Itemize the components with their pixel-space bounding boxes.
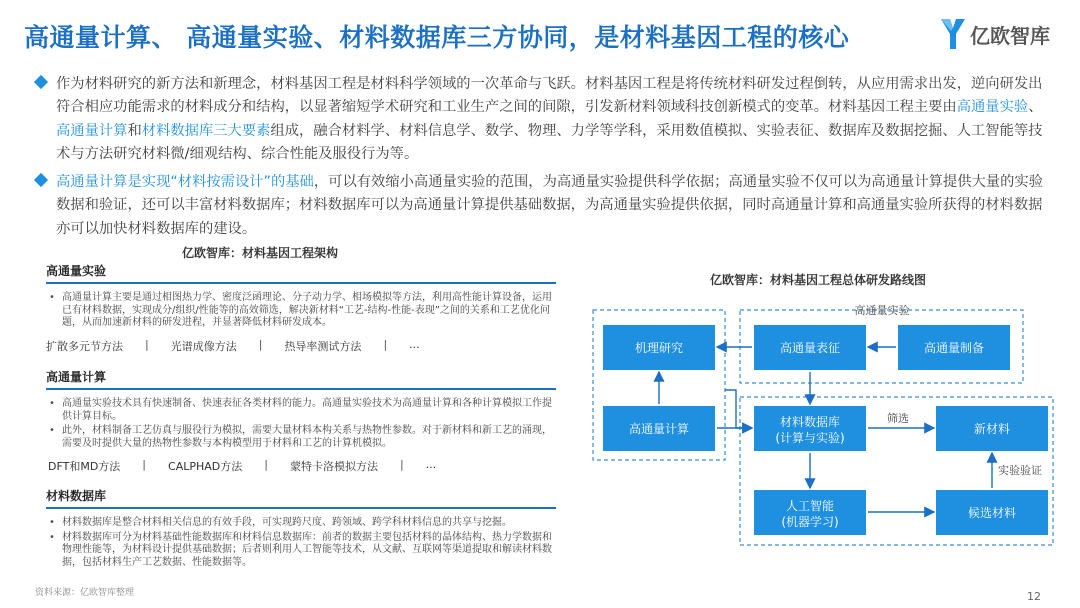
yiou-logo-icon [938,16,968,52]
separator: | [264,458,268,472]
edge-label-filter: 筛选 [887,412,909,425]
arch-section-experiment [46,262,556,354]
node-ht-characterization [754,325,866,370]
edge-label-verify: 实验验证 [998,464,1042,477]
list-item: • 高通量计算主要是通过相图热力学、密度泛函理论、分子动力学、相场模拟等方法，利用高性能计算设备，运用已有材料数据，实现成分/组织/性能等的高效筛选，解决新材料“工艺-结构-性能-表现”之间的关系和工艺优化问题，从而加速新材料的研发进程，并显著降低材料研发成本。 [46,292,556,330]
page-number: 12 [1027,590,1041,603]
svg-text:(计算与实验): (计算与实验) [775,431,845,445]
arrow-group-to-db [725,390,752,428]
arch-section-calculation [46,368,556,474]
node-new-material [936,406,1048,451]
node-materials-database [754,406,866,451]
svg-text:材料数据库: 材料数据库 [779,415,841,429]
bullet-text: 、 [1028,99,1043,116]
roadmap-diagram [588,300,1058,555]
method-item: 热导率测试方法 [284,339,362,353]
node-ai [754,490,866,535]
list-item: • 材料数据库可分为材料基础性能数据库和材料信息数据库：前者的数据主要包括材料的晶体结构、热力学数据和物理性能等，为材料设计提供基础数据；后者则利用人工智能等技术，从文献、互联网等渠道提取和解读材料数据，包括材料生产工艺数据、性能数据等。 [46,532,556,570]
logo-text: 亿欧智库 [970,24,1050,48]
list-item: • 高通量实验技术具有快速制备、快速表征各类材料的能力。高通量实验技术为高通量计算和各种计算模拟工作提供计算目标。 [46,398,556,423]
method-row [48,458,556,474]
brand-logo [938,16,1058,52]
intro-bullets [36,73,1056,246]
section-heading: 高通量计算 [46,368,556,390]
separator: | [258,337,263,351]
section-heading: 高通量实验 [46,262,556,284]
experiment-group-label: 高通量实验 [854,304,910,317]
section-list [46,517,556,569]
diamond-bullet-icon [34,173,48,187]
method-item: ... [425,458,437,472]
method-item: 蒙特卡洛模拟方法 [289,460,378,474]
section-heading: 材料数据库 [46,487,556,509]
highlight-text: 高通量实验 [956,99,1029,116]
highlight-text: 材料数据库三大要素 [141,122,271,139]
bullet-text: 组成，融合材料学、材料信息学、数学、物理、力学等学科，采用数值模拟、实验表征、数据库及数据挖掘、人工智能等技术与方法研究材料微/细观结构、综合性能及服役行为等。 [56,122,1043,162]
svg-text:高通量计算: 高通量计算 [628,422,690,436]
source-note: 资料来源：亿欧智库整理 [35,588,135,598]
bullet-1 [36,73,1056,166]
section-list [46,292,556,330]
svg-text:高通量表征: 高通量表征 [779,341,841,355]
bullet-2 [36,171,1056,241]
bullet-text: ，可以有效缩小高通量实验的范围，为高通量实验提供科学依据；高通量实验不仅可以为高通量计算提供大量的实验数据和验证，还可以丰富材料数据库；材料数据库可以为高通量计算提供基础数据，为高通量实验提供依据，同时高通量计算和高通量实验所获得的材料数据亦可以加快材料数据库的建设。 [56,174,1043,237]
method-row [46,338,556,354]
arch-section-database [46,487,556,571]
node-candidate [936,490,1048,535]
method-item: 扩散多元节方法 [46,339,123,353]
list-item: • 材料数据库是整合材料相关信息的有效手段，可实现跨尺度、跨领域、跨学科材料信息的共享与挖掘。 [46,517,556,530]
method-item: DFT和MD方法 [48,460,121,474]
svg-text:候选材料: 候选材料 [967,506,1017,520]
svg-text:人工智能: 人工智能 [785,499,835,513]
node-ht-calculation [603,406,715,451]
method-item: CALPHAD方法 [168,460,243,474]
svg-text:新材料: 新材料 [973,422,1011,436]
separator: | [142,458,147,472]
method-item: 光谱成像方法 [170,339,237,353]
highlight-text: 高通量计算 [56,122,128,139]
node-mechanism [603,325,715,370]
svg-text:高通量制备: 高通量制备 [923,341,985,355]
diamond-bullet-icon [34,75,48,89]
separator: | [383,337,388,351]
method-item: ... [409,337,420,351]
node-ht-preparation [898,325,1010,370]
list-item: • 此外，材料制备工艺仿真与服役行为模拟，需要大量材料本构关系与热物性参数。对于新材料和新工艺的涌现，需要及时提供大量的热物性参数与本构模型用于材料和工艺的计算机模拟。 [46,425,556,450]
section-list [46,398,556,450]
page-title: 高通量计算、 高通量实验、材料数据库三方协同，是材料基因工程的核心 [24,23,850,52]
architecture-title: 亿欧智库：材料基因工程架构 [182,246,339,260]
roadmap-title: 亿欧智库：材料基因工程总体研发路线图 [710,273,927,287]
separator: | [399,458,404,472]
svg-text:(机器学习): (机器学习) [781,515,839,529]
bullet-text: 和 [127,122,142,139]
bullet-text: 作为材料研究的新方法和新理念，材料基因工程是材料科学领域的一次革命与飞跃。材料基因工程是将传统材料研发过程倒转，从应用需求出发，逆向研发出符合相应功能需求的材料成分和结构，以显著缩短学术研究和工业生产之间的间隙，引发新材料领域科技创新模式的变革。材料基因工程主要由 [56,76,1043,116]
svg-text:机理研究: 机理研究 [634,341,684,355]
highlight-text: 高通量计算是实现“材料按需设计”的基础 [56,174,314,191]
separator: | [145,337,149,351]
